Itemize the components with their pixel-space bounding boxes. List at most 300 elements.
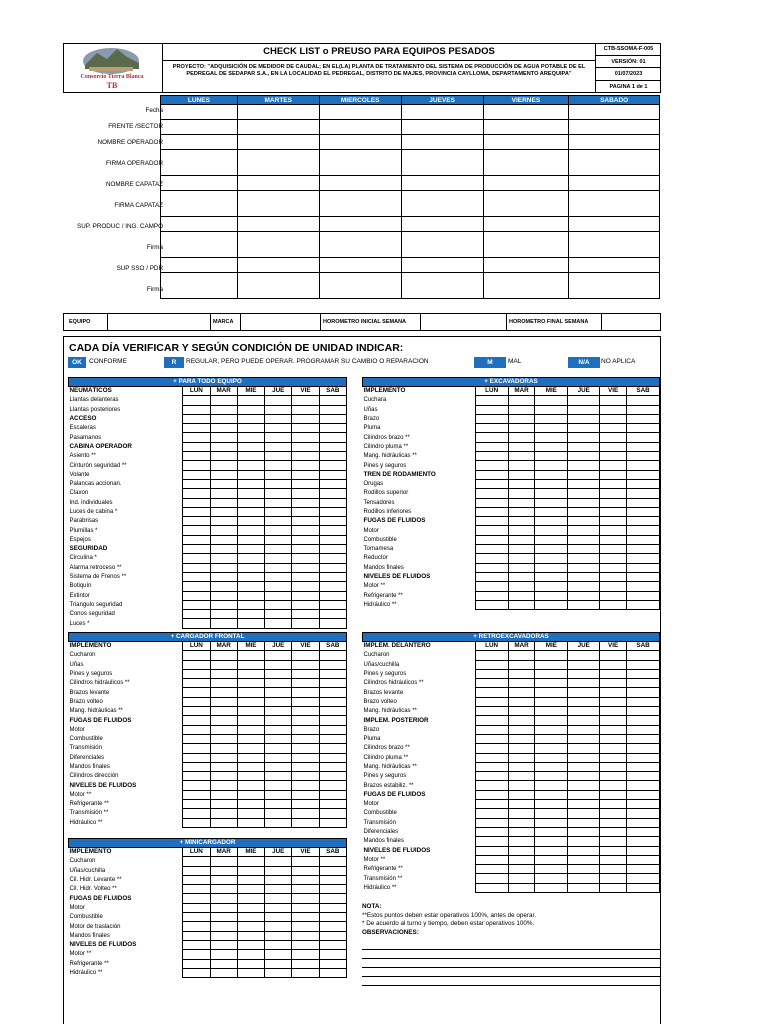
check-cell[interactable] <box>475 489 508 498</box>
check-cell[interactable] <box>292 894 319 903</box>
check-cell[interactable] <box>627 396 660 405</box>
check-cell[interactable] <box>183 762 210 771</box>
check-cell[interactable] <box>210 940 237 949</box>
check-cell[interactable] <box>265 800 292 809</box>
check-cell[interactable] <box>265 707 292 716</box>
check-cell[interactable] <box>475 452 508 461</box>
check-cell[interactable] <box>210 545 237 554</box>
check-cell[interactable] <box>319 857 346 866</box>
check-cell[interactable] <box>183 800 210 809</box>
check-cell[interactable] <box>183 535 210 544</box>
check-cell[interactable] <box>292 968 319 977</box>
schedule-cell[interactable] <box>569 232 660 258</box>
check-cell[interactable] <box>568 433 600 442</box>
check-cell[interactable] <box>265 922 292 931</box>
check-cell[interactable] <box>568 424 600 433</box>
check-cell[interactable] <box>292 651 319 660</box>
check-cell[interactable] <box>535 545 568 554</box>
schedule-cell[interactable] <box>319 120 401 135</box>
check-cell[interactable] <box>237 414 264 423</box>
check-cell[interactable] <box>535 818 568 827</box>
check-cell[interactable] <box>535 883 568 892</box>
check-cell[interactable] <box>535 837 568 846</box>
check-cell[interactable] <box>475 753 508 762</box>
check-cell[interactable] <box>210 424 237 433</box>
check-cell[interactable] <box>535 442 568 451</box>
check-cell[interactable] <box>508 414 535 423</box>
check-cell[interactable] <box>600 716 627 725</box>
check-cell[interactable] <box>475 507 508 516</box>
check-cell[interactable] <box>210 600 237 609</box>
check-cell[interactable] <box>535 563 568 572</box>
check-cell[interactable] <box>535 800 568 809</box>
check-cell[interactable] <box>183 610 210 619</box>
check-cell[interactable] <box>508 669 535 678</box>
check-cell[interactable] <box>237 396 264 405</box>
check-cell[interactable] <box>600 554 627 563</box>
check-cell[interactable] <box>183 679 210 688</box>
check-cell[interactable] <box>265 489 292 498</box>
check-cell[interactable] <box>292 669 319 678</box>
check-cell[interactable] <box>508 470 535 479</box>
schedule-cell[interactable] <box>483 232 569 258</box>
check-cell[interactable] <box>292 424 319 433</box>
check-cell[interactable] <box>319 563 346 572</box>
check-cell[interactable] <box>319 433 346 442</box>
check-cell[interactable] <box>210 610 237 619</box>
check-cell[interactable] <box>600 535 627 544</box>
check-cell[interactable] <box>535 874 568 883</box>
check-cell[interactable] <box>210 903 237 912</box>
check-cell[interactable] <box>475 716 508 725</box>
check-cell[interactable] <box>292 554 319 563</box>
check-cell[interactable] <box>535 772 568 781</box>
check-cell[interactable] <box>237 744 264 753</box>
check-cell[interactable] <box>508 396 535 405</box>
check-cell[interactable] <box>568 800 600 809</box>
check-cell[interactable] <box>568 725 600 734</box>
check-cell[interactable] <box>210 572 237 581</box>
check-cell[interactable] <box>183 959 210 968</box>
check-cell[interactable] <box>475 461 508 470</box>
check-cell[interactable] <box>265 894 292 903</box>
check-cell[interactable] <box>600 744 627 753</box>
check-cell[interactable] <box>600 688 627 697</box>
check-cell[interactable] <box>568 526 600 535</box>
check-cell[interactable] <box>600 498 627 507</box>
check-cell[interactable] <box>475 545 508 554</box>
check-cell[interactable] <box>237 452 264 461</box>
check-cell[interactable] <box>600 818 627 827</box>
check-cell[interactable] <box>210 885 237 894</box>
check-cell[interactable] <box>568 651 600 660</box>
check-cell[interactable] <box>265 875 292 884</box>
check-cell[interactable] <box>508 800 535 809</box>
schedule-cell[interactable] <box>483 217 569 232</box>
check-cell[interactable] <box>210 517 237 526</box>
check-cell[interactable] <box>265 940 292 949</box>
check-cell[interactable] <box>183 517 210 526</box>
check-cell[interactable] <box>535 725 568 734</box>
check-cell[interactable] <box>265 734 292 743</box>
check-cell[interactable] <box>475 526 508 535</box>
check-cell[interactable] <box>210 414 237 423</box>
check-cell[interactable] <box>183 734 210 743</box>
check-cell[interactable] <box>183 498 210 507</box>
observation-line[interactable] <box>362 958 660 959</box>
check-cell[interactable] <box>265 554 292 563</box>
schedule-cell[interactable] <box>319 150 401 176</box>
check-cell[interactable] <box>210 526 237 535</box>
check-cell[interactable] <box>292 950 319 959</box>
check-cell[interactable] <box>237 772 264 781</box>
check-cell[interactable] <box>627 827 660 836</box>
check-cell[interactable] <box>319 535 346 544</box>
check-cell[interactable] <box>568 716 600 725</box>
check-cell[interactable] <box>475 707 508 716</box>
check-cell[interactable] <box>183 651 210 660</box>
check-cell[interactable] <box>627 781 660 790</box>
check-cell[interactable] <box>292 716 319 725</box>
check-cell[interactable] <box>265 535 292 544</box>
check-cell[interactable] <box>210 651 237 660</box>
check-cell[interactable] <box>319 545 346 554</box>
check-cell[interactable] <box>568 582 600 591</box>
schedule-cell[interactable] <box>161 217 238 232</box>
check-cell[interactable] <box>319 875 346 884</box>
check-cell[interactable] <box>237 582 264 591</box>
check-cell[interactable] <box>292 866 319 875</box>
check-cell[interactable] <box>183 452 210 461</box>
check-cell[interactable] <box>237 442 264 451</box>
check-cell[interactable] <box>292 470 319 479</box>
check-cell[interactable] <box>508 461 535 470</box>
check-cell[interactable] <box>600 489 627 498</box>
check-cell[interactable] <box>475 651 508 660</box>
check-cell[interactable] <box>535 396 568 405</box>
check-cell[interactable] <box>292 679 319 688</box>
check-cell[interactable] <box>210 582 237 591</box>
check-cell[interactable] <box>535 669 568 678</box>
check-cell[interactable] <box>265 885 292 894</box>
check-cell[interactable] <box>508 554 535 563</box>
schedule-cell[interactable] <box>483 191 569 217</box>
check-cell[interactable] <box>183 744 210 753</box>
check-cell[interactable] <box>292 660 319 669</box>
check-cell[interactable] <box>183 660 210 669</box>
check-cell[interactable] <box>535 526 568 535</box>
check-cell[interactable] <box>183 554 210 563</box>
check-cell[interactable] <box>508 405 535 414</box>
check-cell[interactable] <box>265 470 292 479</box>
schedule-cell[interactable] <box>483 273 569 299</box>
check-cell[interactable] <box>237 913 264 922</box>
check-cell[interactable] <box>627 545 660 554</box>
schedule-cell[interactable] <box>237 217 319 232</box>
check-cell[interactable] <box>475 697 508 706</box>
check-cell[interactable] <box>475 837 508 846</box>
check-cell[interactable] <box>237 470 264 479</box>
check-cell[interactable] <box>237 688 264 697</box>
check-cell[interactable] <box>319 940 346 949</box>
check-cell[interactable] <box>237 781 264 790</box>
schedule-cell[interactable] <box>569 150 660 176</box>
check-cell[interactable] <box>627 809 660 818</box>
check-cell[interactable] <box>183 885 210 894</box>
check-cell[interactable] <box>568 790 600 799</box>
check-cell[interactable] <box>568 470 600 479</box>
check-cell[interactable] <box>535 744 568 753</box>
check-cell[interactable] <box>265 866 292 875</box>
check-cell[interactable] <box>508 809 535 818</box>
check-cell[interactable] <box>292 452 319 461</box>
check-cell[interactable] <box>237 535 264 544</box>
check-cell[interactable] <box>319 526 346 535</box>
check-cell[interactable] <box>600 470 627 479</box>
check-cell[interactable] <box>210 697 237 706</box>
check-cell[interactable] <box>600 396 627 405</box>
check-cell[interactable] <box>319 931 346 940</box>
check-cell[interactable] <box>292 922 319 931</box>
check-cell[interactable] <box>183 489 210 498</box>
check-cell[interactable] <box>210 507 237 516</box>
check-cell[interactable] <box>210 857 237 866</box>
check-cell[interactable] <box>265 781 292 790</box>
check-cell[interactable] <box>475 660 508 669</box>
check-cell[interactable] <box>627 660 660 669</box>
check-cell[interactable] <box>535 679 568 688</box>
check-cell[interactable] <box>568 554 600 563</box>
schedule-cell[interactable] <box>569 135 660 150</box>
check-cell[interactable] <box>292 781 319 790</box>
check-cell[interactable] <box>265 772 292 781</box>
check-cell[interactable] <box>627 414 660 423</box>
schedule-cell[interactable] <box>161 273 238 299</box>
schedule-cell[interactable] <box>569 191 660 217</box>
schedule-cell[interactable] <box>161 105 238 120</box>
check-cell[interactable] <box>210 452 237 461</box>
check-cell[interactable] <box>319 800 346 809</box>
check-cell[interactable] <box>183 414 210 423</box>
check-cell[interactable] <box>475 790 508 799</box>
check-cell[interactable] <box>183 725 210 734</box>
check-cell[interactable] <box>210 679 237 688</box>
check-cell[interactable] <box>475 572 508 581</box>
check-cell[interactable] <box>600 809 627 818</box>
check-cell[interactable] <box>627 442 660 451</box>
check-cell[interactable] <box>319 517 346 526</box>
schedule-cell[interactable] <box>237 232 319 258</box>
check-cell[interactable] <box>627 572 660 581</box>
check-cell[interactable] <box>292 582 319 591</box>
check-cell[interactable] <box>475 725 508 734</box>
check-cell[interactable] <box>508 753 535 762</box>
check-cell[interactable] <box>319 405 346 414</box>
schedule-cell[interactable] <box>569 176 660 191</box>
check-cell[interactable] <box>475 517 508 526</box>
check-cell[interactable] <box>568 545 600 554</box>
check-cell[interactable] <box>600 874 627 883</box>
check-cell[interactable] <box>319 818 346 827</box>
check-cell[interactable] <box>292 526 319 535</box>
check-cell[interactable] <box>319 507 346 516</box>
check-cell[interactable] <box>292 857 319 866</box>
schedule-cell[interactable] <box>237 105 319 120</box>
check-cell[interactable] <box>183 433 210 442</box>
check-cell[interactable] <box>627 744 660 753</box>
check-cell[interactable] <box>319 968 346 977</box>
schedule-cell[interactable] <box>161 232 238 258</box>
check-cell[interactable] <box>600 563 627 572</box>
check-cell[interactable] <box>568 781 600 790</box>
check-cell[interactable] <box>319 582 346 591</box>
check-cell[interactable] <box>237 866 264 875</box>
check-cell[interactable] <box>183 753 210 762</box>
check-cell[interactable] <box>292 931 319 940</box>
check-cell[interactable] <box>568 452 600 461</box>
check-cell[interactable] <box>292 489 319 498</box>
check-cell[interactable] <box>535 734 568 743</box>
check-cell[interactable] <box>508 697 535 706</box>
schedule-cell[interactable] <box>161 150 238 176</box>
check-cell[interactable] <box>627 772 660 781</box>
check-cell[interactable] <box>508 433 535 442</box>
check-cell[interactable] <box>535 461 568 470</box>
check-cell[interactable] <box>319 679 346 688</box>
check-cell[interactable] <box>292 414 319 423</box>
check-cell[interactable] <box>568 563 600 572</box>
check-cell[interactable] <box>508 600 535 609</box>
check-cell[interactable] <box>210 669 237 678</box>
check-cell[interactable] <box>568 883 600 892</box>
check-cell[interactable] <box>183 526 210 535</box>
check-cell[interactable] <box>508 424 535 433</box>
check-cell[interactable] <box>237 591 264 600</box>
check-cell[interactable] <box>265 424 292 433</box>
check-cell[interactable] <box>265 903 292 912</box>
check-cell[interactable] <box>508 545 535 554</box>
check-cell[interactable] <box>265 968 292 977</box>
check-cell[interactable] <box>600 790 627 799</box>
check-cell[interactable] <box>210 489 237 498</box>
check-cell[interactable] <box>210 716 237 725</box>
check-cell[interactable] <box>237 922 264 931</box>
check-cell[interactable] <box>210 875 237 884</box>
check-cell[interactable] <box>292 800 319 809</box>
check-cell[interactable] <box>237 461 264 470</box>
check-cell[interactable] <box>475 591 508 600</box>
check-cell[interactable] <box>319 866 346 875</box>
check-cell[interactable] <box>600 669 627 678</box>
check-cell[interactable] <box>319 922 346 931</box>
check-cell[interactable] <box>265 396 292 405</box>
check-cell[interactable] <box>568 865 600 874</box>
check-cell[interactable] <box>319 950 346 959</box>
check-cell[interactable] <box>600 865 627 874</box>
check-cell[interactable] <box>508 790 535 799</box>
check-cell[interactable] <box>568 396 600 405</box>
schedule-cell[interactable] <box>319 217 401 232</box>
check-cell[interactable] <box>237 800 264 809</box>
schedule-cell[interactable] <box>161 135 238 150</box>
check-cell[interactable] <box>319 619 346 628</box>
check-cell[interactable] <box>319 885 346 894</box>
check-cell[interactable] <box>475 762 508 771</box>
check-cell[interactable] <box>508 744 535 753</box>
check-cell[interactable] <box>210 866 237 875</box>
check-cell[interactable] <box>475 414 508 423</box>
check-cell[interactable] <box>210 913 237 922</box>
schedule-cell[interactable] <box>319 232 401 258</box>
check-cell[interactable] <box>508 865 535 874</box>
check-cell[interactable] <box>508 479 535 488</box>
check-cell[interactable] <box>600 707 627 716</box>
check-cell[interactable] <box>183 818 210 827</box>
check-cell[interactable] <box>210 479 237 488</box>
check-cell[interactable] <box>292 809 319 818</box>
check-cell[interactable] <box>210 922 237 931</box>
check-cell[interactable] <box>292 903 319 912</box>
check-cell[interactable] <box>237 940 264 949</box>
check-cell[interactable] <box>237 931 264 940</box>
check-cell[interactable] <box>237 725 264 734</box>
observation-line[interactable] <box>362 976 660 977</box>
schedule-cell[interactable] <box>401 217 483 232</box>
check-cell[interactable] <box>237 762 264 771</box>
check-cell[interactable] <box>183 591 210 600</box>
check-cell[interactable] <box>237 669 264 678</box>
check-cell[interactable] <box>319 762 346 771</box>
check-cell[interactable] <box>292 734 319 743</box>
check-cell[interactable] <box>319 489 346 498</box>
check-cell[interactable] <box>183 442 210 451</box>
check-cell[interactable] <box>568 837 600 846</box>
observation-line[interactable] <box>362 985 660 986</box>
check-cell[interactable] <box>535 846 568 855</box>
check-cell[interactable] <box>475 470 508 479</box>
check-cell[interactable] <box>292 753 319 762</box>
check-cell[interactable] <box>600 414 627 423</box>
check-cell[interactable] <box>265 790 292 799</box>
schedule-cell[interactable] <box>237 258 319 273</box>
check-cell[interactable] <box>600 762 627 771</box>
check-cell[interactable] <box>210 790 237 799</box>
check-cell[interactable] <box>292 959 319 968</box>
check-cell[interactable] <box>210 744 237 753</box>
check-cell[interactable] <box>508 883 535 892</box>
check-cell[interactable] <box>292 498 319 507</box>
check-cell[interactable] <box>319 651 346 660</box>
schedule-cell[interactable] <box>237 191 319 217</box>
check-cell[interactable] <box>237 554 264 563</box>
check-cell[interactable] <box>568 809 600 818</box>
check-cell[interactable] <box>600 697 627 706</box>
check-cell[interactable] <box>508 855 535 864</box>
check-cell[interactable] <box>535 479 568 488</box>
check-cell[interactable] <box>627 679 660 688</box>
check-cell[interactable] <box>319 461 346 470</box>
check-cell[interactable] <box>319 790 346 799</box>
check-cell[interactable] <box>265 725 292 734</box>
check-cell[interactable] <box>265 591 292 600</box>
schedule-cell[interactable] <box>319 176 401 191</box>
check-cell[interactable] <box>627 498 660 507</box>
check-cell[interactable] <box>210 563 237 572</box>
check-cell[interactable] <box>210 800 237 809</box>
check-cell[interactable] <box>508 781 535 790</box>
check-cell[interactable] <box>183 790 210 799</box>
check-cell[interactable] <box>210 734 237 743</box>
